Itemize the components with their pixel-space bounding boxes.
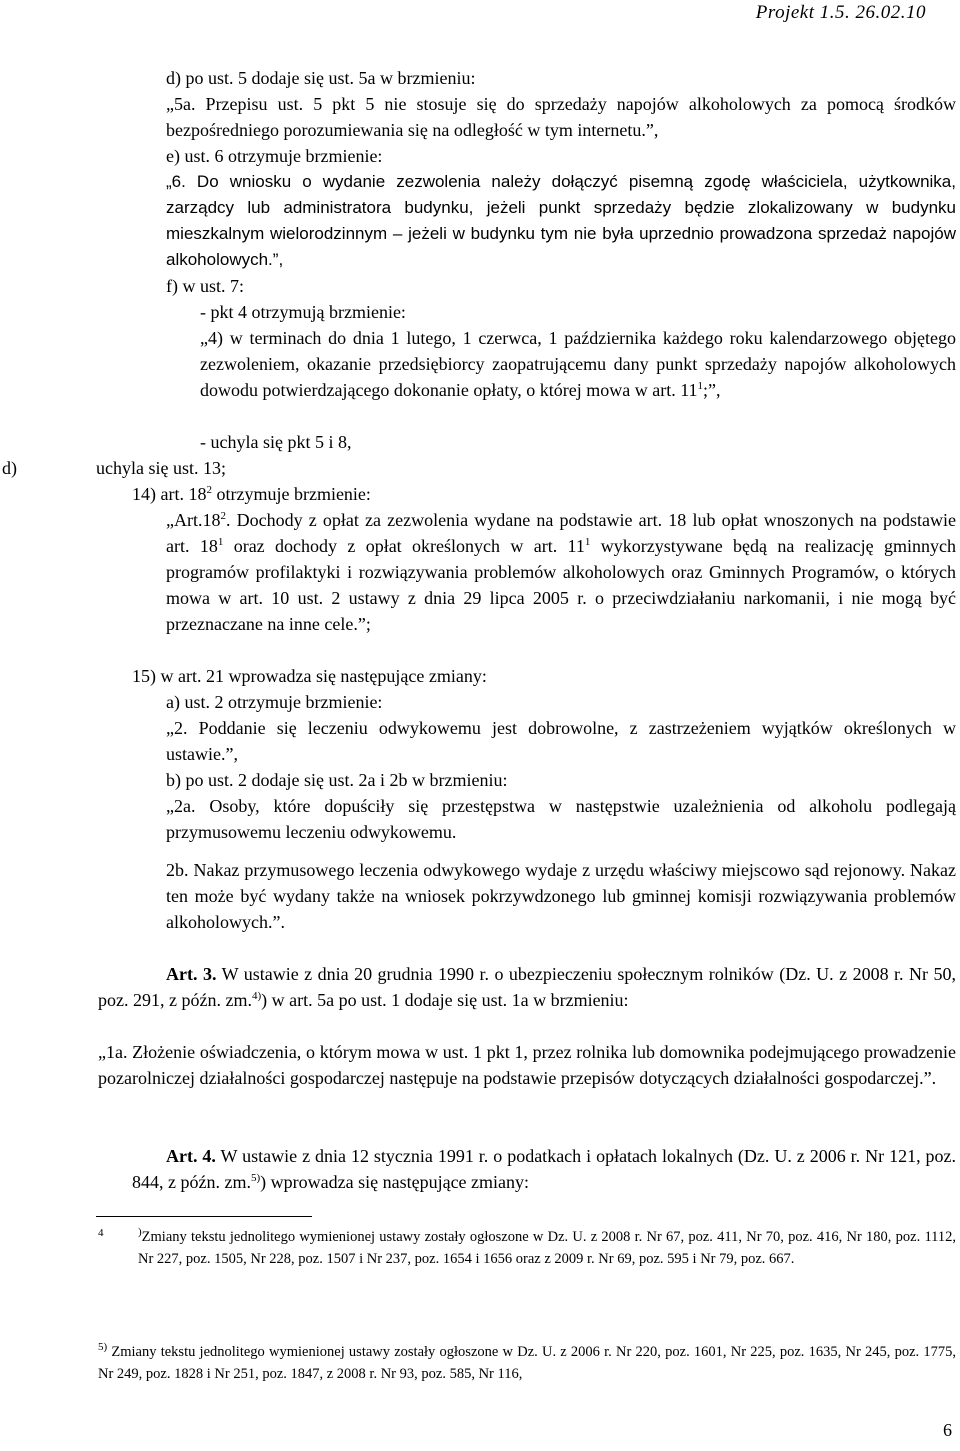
item-14-art18-2 [132, 481, 892, 507]
art18-2-part-d: wykorzystywane będą na realizację gminnych programów profilaktyki i rozwiązywania problemów alkoholowych oraz Gminnych Programów, o których mowa w art. 10 ust. 2 ustawy z dnia 29 lipca 2005 r. o przeciwdziałaniu narkomanii, i nie mogą być przeznaczane na inne cele.”; [166, 536, 957, 634]
footnote-4 [138, 1226, 956, 1270]
item-15-art21: 15) w art. 21 wprowadza się następujące zmiany: [132, 666, 487, 686]
footnote-5-number: 5) [98, 1341, 108, 1354]
paragraph-5a: „5a. Przepisu ust. 5 pkt 5 nie stosuje się do sprzedaży napojów alkoholowych za pomocą środków bezpośredniego porozumiewania się na odległość w tym internetu.”, [166, 94, 956, 140]
pkt4-end: ;”, [703, 380, 721, 400]
item-14-rest: otrzymuje brzmienie: [211, 484, 371, 504]
paragraph-pkt4 [200, 325, 956, 403]
paragraph-2a: „2a. Osoby, które dopuściły się przestępstwa w następstwie uzależnienia od alkoholu podlegają przymusowemu leczeniu odwykowemu. [166, 796, 956, 842]
art18-2-sup1: 2 [220, 510, 226, 522]
article-4-rest: ) wprowadza się następujące zmiany: [260, 1172, 530, 1192]
page-number: 6 [943, 1420, 952, 1440]
art18-2-start: „Art.18 [166, 510, 221, 530]
item-d-uchyla-ust13: uchyla się ust. 13; [96, 458, 226, 478]
art18-2-part-b: . Dochody z opłat za zezwolenia wydane na podstawie art. 18 lub opłat wnoszonych na podstawie art. 18 [166, 510, 956, 556]
art18-2-sup3: 1 [584, 536, 591, 548]
item-14-text: 14) art. 18 [132, 484, 207, 504]
footnote-5 [98, 1341, 956, 1385]
footnote-4-marker: ) [138, 1226, 142, 1239]
article-3-label: Art. 3. [166, 964, 217, 984]
footnote-4-number: 4 [98, 1227, 104, 1239]
paragraph-art18-2 [166, 507, 956, 637]
item-e-ust6: e) ust. 6 otrzymuje brzmienie: [166, 146, 383, 166]
footnote-5-text: Zmiany tekstu jednolitego wymienionej ustawy zostały ogłoszone w Dz. U. z 2006 r. Nr 220, poz. 1601, Nr 225, poz. 1635, Nr 245, poz. 1775, Nr 249, poz. 1828 i Nr 251, poz. 1847, z 2008 r. Nr 93, poz. 585, Nr 116, [98, 1344, 956, 1382]
pkt4-superscript: 1 [697, 380, 704, 392]
item-15a: a) ust. 2 otrzymuje brzmienie: [166, 692, 383, 712]
paragraph-6: „6. Do wniosku o wydanie zezwolenia należy dołączyć pisemną zgodę właściciela, użytkownika, zarządcy lub administratora budynku, jeżeli punkt sprzedaży będzie zlokalizowany w budynku mieszkalnym wielorodzinnym – jeżeli w budynku tym nie była uprzednio prowadzona sprzedaż napojów alkoholowych.”, [166, 172, 956, 269]
paragraph-2b: 2b. Nakaz przymusowego leczenia odwykowego wydaje z urzędu właściwy miejscowo sąd rejonowy. Nakaz ten może być wydany także na wniosek pokrzywdzonego lub gminnej komisji rozwiązywania problemów alkoholowych.”. [166, 860, 956, 932]
article-4-label: Art. 4. [166, 1146, 216, 1166]
article-3-text: W ustawie z dnia 20 grudnia 1990 r. o ubezpieczeniu społecznym rolników (Dz. U. z 2008 r. Nr 50, poz. 291, z późn. zm. [98, 964, 956, 1010]
item-15b: b) po ust. 2 dodaje się ust. 2a i 2b w brzmieniu: [166, 770, 508, 790]
article-4-text: W ustawie z dnia 12 stycznia 1991 r. o podatkach i opłatach lokalnych (Dz. U. z 2006 r. Nr 121, poz. 844, z późn. zm. [132, 1146, 957, 1192]
page-header: Projekt 1.5. 26.02.10 [755, 2, 926, 23]
article-4-footnote-ref: 5) [250, 1172, 261, 1184]
item-f-ust7: f) w ust. 7: [166, 276, 244, 296]
pkt4-text: „4) w terminach do dnia 1 lutego, 1 czerwca, 1 października każdego roku kalendarzowego objętego zezwoleniem, okazanie przedsiębiorcy zaopatrującemu dany punkt sprzedaży napojów alkoholowych dowodu potwierdzającego dokonanie opłaty, o której mowa w art. 11 [200, 328, 956, 400]
item-pkt4-header: - pkt 4 otrzymują brzmienie: [200, 302, 406, 322]
article-4 [132, 1143, 956, 1195]
footnote-4-text: Zmiany tekstu jednolitego wymienionej ustawy zostały ogłoszone w Dz. U. z 2008 r. Nr 67, poz. 411, Nr 70, poz. 416, Nr 180, poz. 1112, Nr 227, poz. 1505, Nr 228, poz. 1507 i Nr 237, poz. 1654 i 1656 oraz z 2009 r. Nr 69, poz. 595 i Nr 79, poz. 667. [138, 1229, 956, 1267]
item-14-superscript: 2 [206, 484, 212, 496]
paragraph-2: „2. Poddanie się leczeniu odwykowemu jest dobrowolne, z zastrzeżeniem wyjątków określonych w ustawie.”, [166, 718, 956, 764]
paragraph-1a: „1a. Złożenie oświadczenia, o którym mowa w ust. 1 pkt 1, przez rolnika lub domownika podejmującego prowadzenie pozarolniczej działalności gospodarczej następuje na podstawie przepisów dotyczących działalności gospodarczej.”. [98, 1042, 956, 1088]
art18-2-part-c: oraz dochody z opłat określonych w art. 11 [223, 536, 585, 556]
footnote-separator [96, 1216, 312, 1217]
article-3-footnote-ref: 4) [251, 990, 262, 1002]
item-uchyla-pkt5-8: - uchyla się pkt 5 i 8, [200, 432, 352, 452]
article-3-rest: ) w art. 5a po ust. 1 dodaje się ust. 1a w brzmieniu: [261, 990, 629, 1010]
article-3 [98, 961, 956, 1013]
item-d-label: d) [2, 458, 17, 478]
item-d-ust5: d) po ust. 5 dodaje się ust. 5a w brzmieniu: [166, 68, 476, 88]
art18-2-sup2: 1 [217, 536, 224, 548]
